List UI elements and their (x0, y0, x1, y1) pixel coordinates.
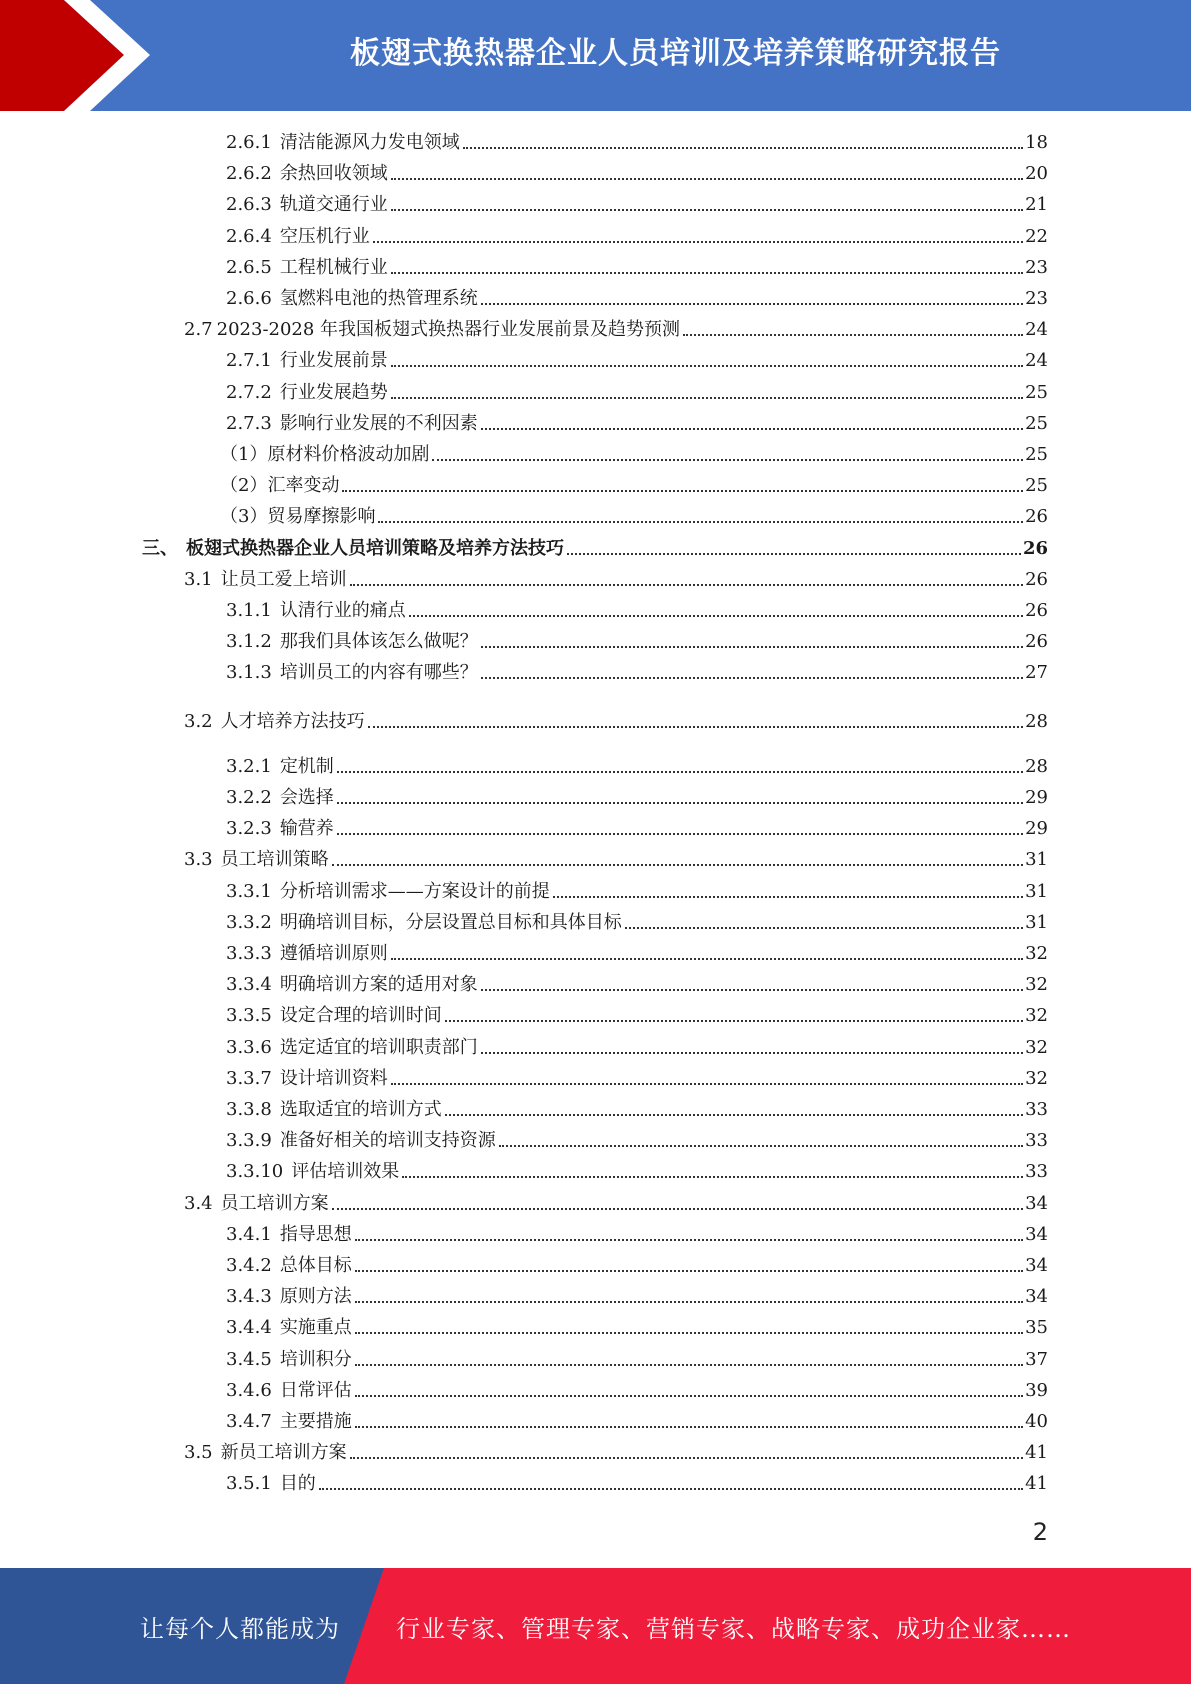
toc-entry[interactable] (184, 706, 1048, 734)
toc-entry-title: 明确培训方案的适用对象 (279, 974, 478, 996)
toc-dot-leader (391, 209, 1023, 211)
toc-entry-number: 3.3.2 (226, 911, 272, 933)
toc-entry-number: 2.6.6 (226, 288, 272, 309)
toc-entry[interactable] (226, 1125, 1048, 1153)
toc-entry-title: 新员工培训方案 (220, 1442, 347, 1464)
toc-entry-number: 2.7.2 (226, 381, 272, 403)
toc-entry-number: 2.6.3 (226, 194, 272, 216)
toc-dot-leader (481, 989, 1023, 991)
toc-entry-number: 3.5 (184, 1442, 213, 1464)
toc-dot-leader (553, 896, 1023, 898)
toc-entry-page: 35 (1025, 1317, 1048, 1339)
toc-entry-page: 31 (1025, 911, 1048, 933)
toc-dot-leader (337, 771, 1023, 773)
toc-entry-title: 让员工爱上培训 (220, 568, 347, 590)
toc-entry[interactable] (184, 844, 1048, 872)
toc-dot-leader (402, 1176, 1023, 1178)
toc-entry-number: 3.2.3 (226, 818, 272, 840)
toc-entry-page: 33 (1025, 1130, 1048, 1152)
toc-entry-page: 33 (1025, 1161, 1048, 1183)
toc-entry-page: 33 (1025, 1099, 1048, 1120)
toc-entry[interactable] (226, 938, 1048, 966)
toc-dot-leader (355, 1364, 1023, 1366)
toc-entry-title: 准备好相关的培训支持资源 (279, 1130, 496, 1152)
toc-entry-page: 29 (1025, 818, 1048, 840)
toc-entry[interactable] (226, 1344, 1048, 1372)
footer-slogan-right: 行业专家、管理专家、营销专家、战略专家、成功企业家…… (396, 1614, 1071, 1643)
toc-entry-page: 32 (1025, 974, 1048, 996)
toc-entry-title: 认清行业的痛点 (279, 600, 406, 621)
toc-entry-number: 2.7.1 (226, 350, 272, 372)
toc-entry-number: 3.3.9 (226, 1130, 272, 1152)
toc-entry[interactable] (226, 1406, 1048, 1434)
toc-dot-leader (445, 1020, 1023, 1022)
toc-entry[interactable] (226, 1250, 1048, 1278)
footer-slogan-left: 让每个人都能成为 (140, 1614, 340, 1643)
toc-entry-title: 行业发展前景 (279, 350, 388, 372)
toc-entry-number: 2.6.5 (226, 256, 272, 278)
toc-dot-leader (445, 1114, 1023, 1116)
toc-entry[interactable] (226, 1281, 1048, 1309)
toc-entry-number: 3.4.5 (226, 1348, 272, 1370)
toc-entry-page: 25 (1025, 412, 1048, 434)
toc-entry-title: 培训员工的内容有哪些？ (279, 662, 478, 684)
toc-entry[interactable] (184, 1188, 1048, 1216)
toc-entry-page: 20 (1025, 163, 1048, 185)
toc-entry-number: 3.2 (184, 710, 213, 732)
toc-entry-number: 3.2.2 (226, 787, 272, 808)
toc-entry-number: 2.7 (184, 319, 213, 341)
toc-entry[interactable] (226, 1156, 1048, 1184)
toc-entry-page: 32 (1025, 1036, 1048, 1058)
toc-entry-page: 21 (1025, 194, 1048, 216)
toc-entry-number: 3.1.2 (226, 631, 272, 653)
toc-entry-number: （3） (220, 506, 268, 528)
toc-entry-title: 员工培训方案 (220, 1192, 329, 1214)
toc-entry-title: 评估培训效果 (291, 1161, 400, 1183)
toc-entry[interactable] (226, 1468, 1048, 1496)
page-number: 2 (1032, 1518, 1048, 1546)
toc-entry-title: 贸易摩擦影响 (267, 506, 376, 528)
toc-dot-leader (391, 365, 1023, 367)
toc-entry-page: 25 (1025, 444, 1048, 465)
toc-dot-leader (355, 1395, 1023, 1397)
toc-entry-number: 3.4.4 (226, 1317, 272, 1339)
toc-entry[interactable] (142, 533, 1048, 561)
toc-entry-title: 总体目标 (279, 1255, 352, 1276)
toc-entry-title: 原则方法 (279, 1286, 352, 1308)
toc-dot-leader (332, 1208, 1023, 1210)
toc-entry-title: 清洁能源风力发电领域 (279, 132, 460, 153)
toc-entry-page: 31 (1025, 880, 1048, 902)
toc-entry[interactable] (226, 127, 1048, 155)
toc-entry-page: 28 (1025, 755, 1048, 777)
toc-entry[interactable] (226, 345, 1048, 373)
toc-entry-page: 22 (1025, 225, 1048, 247)
toc-entry[interactable] (226, 969, 1048, 997)
toc-entry-title: 板翅式换热器企业人员培训策略及培养方法技巧 (186, 537, 564, 559)
toc-entry-page: 34 (1025, 1255, 1048, 1276)
toc-entry[interactable] (226, 1000, 1048, 1028)
toc-entry-page: 26 (1025, 506, 1048, 528)
toc-entry[interactable] (226, 377, 1048, 405)
toc-dot-leader (332, 864, 1023, 866)
toc-entry-page: 34 (1025, 1223, 1048, 1245)
toc-entry-title: 培训积分 (279, 1348, 352, 1370)
toc-entry-title: 汇率变动 (267, 475, 340, 497)
toc-entry-page: 25 (1025, 475, 1048, 497)
toc-dot-leader (409, 615, 1023, 617)
report-title: 板翅式换热器企业人员培训及培养策略研究报告 (350, 36, 1001, 71)
toc-dot-leader (391, 272, 1023, 274)
toc-entry-number: 3.4.7 (226, 1411, 272, 1432)
toc-entry-page: 32 (1025, 1067, 1048, 1089)
toc-entry-number: 2.6.1 (226, 132, 272, 153)
toc-entry-title: 工程机械行业 (279, 256, 388, 278)
toc-entry-title: 设定合理的培训时间 (279, 1005, 442, 1027)
toc-entry-title: 人才培养方法技巧 (220, 710, 365, 732)
toc-entry-number: 3.2.1 (226, 755, 272, 777)
toc-entry-page: 39 (1025, 1379, 1048, 1401)
toc-entry-title: 轨道交通行业 (279, 194, 388, 216)
page-header (0, 0, 1191, 111)
toc-entry-page: 24 (1025, 319, 1048, 341)
toc-dot-leader (355, 1239, 1023, 1241)
toc-entry[interactable] (226, 252, 1048, 280)
toc-dot-leader (368, 726, 1023, 728)
toc-dot-leader (355, 1426, 1023, 1428)
toc-entry-number: 3.3.7 (226, 1067, 272, 1089)
page-footer (0, 1568, 1191, 1684)
toc-entry-title: 分析培训需求——方案设计的前提 (279, 880, 550, 902)
toc-entry[interactable] (226, 907, 1048, 935)
toc-entry-number: 2.7.3 (226, 412, 272, 434)
toc-entry-title: 氢燃料电池的热管理系统 (279, 288, 478, 309)
toc-dot-leader (567, 553, 1021, 555)
toc-entry-title: 选取适宜的培训方式 (279, 1099, 442, 1120)
toc-dot-leader (337, 802, 1023, 804)
toc-dot-leader (481, 677, 1023, 679)
toc-entry[interactable] (226, 1312, 1048, 1340)
toc-entry[interactable] (184, 314, 1048, 342)
toc-dot-leader (683, 334, 1023, 336)
toc-entry-number: 2.6.2 (226, 163, 272, 185)
toc-entry-page: 34 (1025, 1286, 1048, 1308)
toc-dot-leader (481, 1052, 1023, 1054)
toc-entry-title: 员工培训策略 (220, 849, 329, 871)
toc-dot-leader (350, 584, 1023, 586)
toc-entry-title: 日常评估 (279, 1379, 352, 1401)
toc-entry-page: 24 (1025, 350, 1048, 372)
toc-entry-title: 主要措施 (279, 1411, 352, 1432)
toc-entry-page: 28 (1025, 710, 1048, 732)
toc-dot-leader (378, 521, 1023, 523)
toc-entry-number: 3.1.1 (226, 600, 272, 621)
toc-entry-title: 指导思想 (279, 1223, 352, 1245)
toc-dot-leader (355, 1301, 1023, 1303)
toc-entry-page: 41 (1025, 1473, 1048, 1495)
toc-entry[interactable] (226, 408, 1048, 436)
toc-entry-number: 3.3.4 (226, 974, 272, 996)
toc-dot-leader (350, 1457, 1023, 1459)
toc-entry-page: 27 (1025, 662, 1048, 684)
toc-entry-number: 3.3.8 (226, 1099, 272, 1120)
toc-entry-number: 三、 (142, 537, 178, 559)
toc-entry[interactable] (226, 189, 1048, 217)
toc-entry[interactable] (220, 439, 1048, 467)
toc-entry-number: 3.4.1 (226, 1223, 272, 1245)
toc-dot-leader (499, 1145, 1023, 1147)
toc-entry-title: 2023-2028 年我国板翅式换热器行业发展前景及趋势预测 (216, 319, 681, 341)
toc-entry-number: 3.5.1 (226, 1473, 272, 1495)
toc-entry[interactable] (226, 1094, 1048, 1122)
toc-entry-page: 26 (1025, 600, 1048, 621)
toc-entry[interactable] (226, 1375, 1048, 1403)
toc-dot-leader (337, 833, 1023, 835)
toc-entry-number: 3.3 (184, 849, 213, 871)
toc-entry-page: 34 (1025, 1192, 1048, 1214)
toc-entry[interactable] (226, 595, 1048, 623)
toc-entry-page: 37 (1025, 1348, 1048, 1370)
toc-entry[interactable] (220, 501, 1048, 529)
toc-entry-title: 目的 (279, 1473, 316, 1495)
toc-entry[interactable] (226, 221, 1048, 249)
toc-dot-leader (391, 958, 1023, 960)
toc-entry[interactable] (226, 782, 1048, 810)
toc-entry-page: 18 (1025, 132, 1048, 153)
toc-entry[interactable] (226, 1219, 1048, 1247)
toc-entry-number: 3.4 (184, 1192, 213, 1214)
toc-entry-title: 余热回收领域 (279, 163, 388, 185)
toc-dot-leader (355, 1332, 1023, 1334)
toc-entry-title: 那我们具体该怎么做呢？ (279, 631, 478, 653)
toc-entry-page: 29 (1025, 787, 1048, 808)
toc-entry-title: 空压机行业 (279, 225, 370, 247)
toc-dot-leader (463, 147, 1023, 149)
toc-entry-number: 3.4.3 (226, 1286, 272, 1308)
toc-entry-title: 选定适宜的培训职责部门 (279, 1036, 478, 1058)
toc-entry-page: 26 (1025, 568, 1048, 590)
toc-entry-title: 输营养 (279, 818, 334, 840)
toc-dot-leader (355, 1270, 1023, 1272)
toc-entry-title: 设计培训资料 (279, 1067, 388, 1089)
toc-entry[interactable] (226, 626, 1048, 654)
toc-entry-number: （1） (220, 444, 268, 465)
toc-entry[interactable] (226, 158, 1048, 186)
toc-entry-number: 3.3.10 (226, 1161, 284, 1183)
toc-entry-page: 26 (1022, 537, 1048, 559)
toc-entry-title: 会选择 (279, 787, 334, 808)
toc-dot-leader (391, 178, 1023, 180)
toc-entry-page: 23 (1025, 288, 1048, 309)
toc-entry[interactable] (220, 470, 1048, 498)
toc-entry-number: 3.1.3 (226, 662, 272, 684)
toc-entry[interactable] (226, 751, 1048, 779)
toc-entry-page: 23 (1025, 256, 1048, 278)
toc-entry[interactable] (226, 1032, 1048, 1060)
toc-entry[interactable] (184, 564, 1048, 592)
toc-entry-page: 40 (1025, 1411, 1048, 1432)
toc-entry-title: 影响行业发展的不利因素 (279, 412, 478, 434)
toc-entry-number: 3.3.1 (226, 880, 272, 902)
toc-dot-leader (432, 459, 1023, 461)
toc-dot-leader (481, 428, 1023, 430)
toc-entry-page: 26 (1025, 631, 1048, 653)
toc-dot-leader (391, 1083, 1023, 1085)
toc-entry-number: 3.3.5 (226, 1005, 272, 1027)
toc-dot-leader (319, 1488, 1023, 1490)
toc-entry-title: 实施重点 (279, 1317, 352, 1339)
toc-dot-leader (625, 927, 1023, 929)
toc-entry[interactable] (226, 1063, 1048, 1091)
toc-dot-leader (391, 397, 1023, 399)
toc-dot-leader (481, 303, 1023, 305)
toc-entry-page: 25 (1025, 381, 1048, 403)
toc-entry-number: （2） (220, 475, 268, 497)
toc-dot-leader (481, 646, 1023, 648)
toc-entry-title: 原材料价格波动加剧 (267, 444, 430, 465)
toc-entry-page: 41 (1025, 1442, 1048, 1464)
toc-entry-title: 遵循培训原则 (279, 943, 388, 964)
toc-entry-number: 3.4.2 (226, 1255, 272, 1276)
toc-entry-number: 2.6.4 (226, 225, 272, 247)
toc-entry[interactable] (226, 876, 1048, 904)
toc-entry-page: 32 (1025, 1005, 1048, 1027)
toc-dot-leader (342, 490, 1023, 492)
toc-entry[interactable] (184, 1437, 1048, 1465)
toc-entry-title: 明确培训目标，分层设置总目标和具体目标 (279, 911, 622, 933)
toc-entry-number: 3.1 (184, 568, 213, 590)
toc-entry-page: 31 (1025, 849, 1048, 871)
toc-entry[interactable] (226, 283, 1048, 311)
toc-entry-page: 32 (1025, 943, 1048, 964)
toc-entry-number: 3.3.3 (226, 943, 272, 964)
toc-entry-title: 行业发展趋势 (279, 381, 388, 403)
toc-dot-leader (373, 241, 1023, 243)
toc-entry-number: 3.3.6 (226, 1036, 272, 1058)
toc-entry[interactable] (226, 657, 1048, 685)
toc-entry[interactable] (226, 813, 1048, 841)
toc-entry-title: 定机制 (279, 755, 334, 777)
toc-entry-number: 3.4.6 (226, 1379, 272, 1401)
